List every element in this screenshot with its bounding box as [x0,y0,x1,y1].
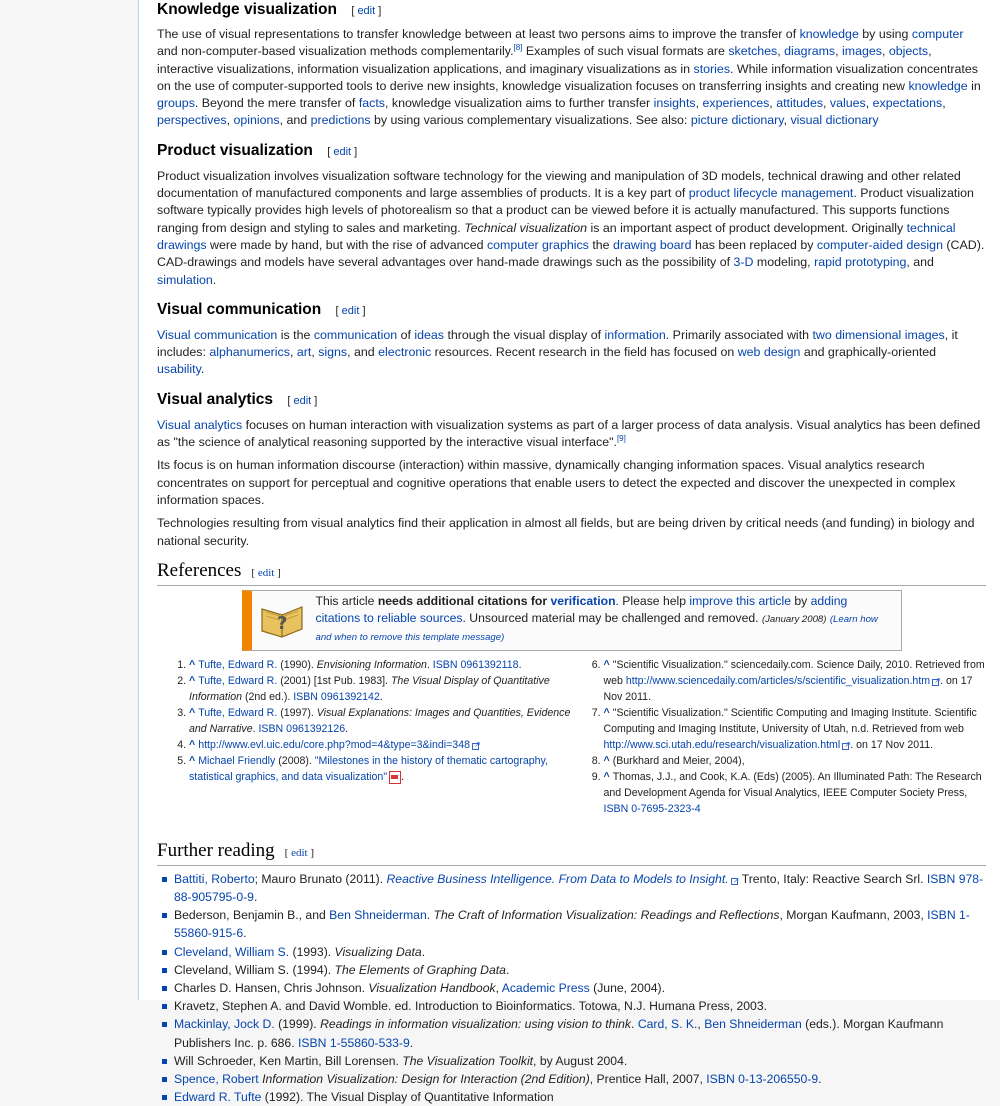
list-item: Will Schroeder, Ken Martin, Bill Lorensen. The Visualization Toolkit, by August 2004. [174,1052,986,1070]
backlink-caret[interactable]: ^ [189,658,196,671]
link-author[interactable]: Ben Shneiderman [329,908,427,923]
edit-section-link[interactable]: [ edit ] [251,566,281,579]
edit-link[interactable]: edit [357,5,376,17]
link-facts[interactable]: facts [358,96,385,111]
heading-text: Visual communication [157,300,322,318]
link-isbn-number[interactable]: 1-55860-533-9 [329,1035,410,1050]
heading-text: Product visualization [157,141,313,159]
link-author[interactable]: Battiti, Roberto [174,871,255,886]
list-item: Bederson, Benjamin B., and Ben Shneiderman. The Craft of Information Visualization: Readings and Reflections, Morgan Kaufmann, 2003, ISBN 1-55860-915-6. [174,906,986,942]
section-heading-visual-analytics [157,391,986,410]
edit-section-link[interactable]: [ edit ] [327,145,358,158]
reference-item: 8. ^ (Burkhard and Meier, 2004), [604,753,987,769]
link-external-url[interactable]: http://www.evl.uic.edu/core.php?mod=4&type=3&indi=348 [198,738,470,751]
heading-text: Visual analytics [157,390,274,408]
paragraph-visual-analytics-1: Visual analytics focuses on human interaction with visualization systems as part of a larger process of data analysis. Visual analytics has been defined as "the science of analytical reasoning supported by the interactive visual interface".[9] [157,417,981,450]
link-ideas[interactable]: ideas [414,327,444,342]
edit-link[interactable]: edit [333,145,352,158]
link-web-design[interactable]: web design [737,345,801,360]
link-alphanumerics[interactable]: alphanumerics [209,345,290,360]
link-information[interactable]: information [604,327,666,342]
link-predictions[interactable]: predictions [310,113,371,128]
section-heading-visual-communication [157,301,986,320]
backlink-caret[interactable]: ^ [603,770,610,783]
term-technical-visualization: Technical visualization [464,220,588,235]
list-item: Spence, Robert Information Visualization: Design for Interaction (2nd Edition), Prentice Hall, 2007, ISBN 0-13-206550-9. [174,1070,986,1088]
link-knowledge-2[interactable]: knowledge [908,78,968,93]
list-item: Edward R. Tufte (1992). The Visual Display of Quantitative Information [174,1088,986,1106]
link-product-lifecycle-management[interactable]: product lifecycle management [688,186,854,201]
backlink-caret[interactable]: ^ [189,738,196,751]
list-item: Cleveland, William S. (1993). Visualizing Data. [174,943,986,961]
link-author[interactable]: Ben Shneiderman [704,1017,802,1032]
link-computer-aided-design[interactable]: computer-aided design [816,237,943,252]
link-electronic[interactable]: electronic [378,345,432,360]
notice-text: This article needs additional citations for verification. Please help improve this article by adding citations to reliable sources. Unsourced material may be challenged and removed. (January 2008) (Learn how and when to remove this template message) [315,593,878,643]
link-knowledge[interactable]: knowledge [799,27,859,41]
link-expectations[interactable]: expectations [872,96,943,111]
list-item: Kravetz, Stephen A. and David Womble. ed. Introduction to Bioinformatics. Totowa, N.J. Humana Press, 2003. [174,997,986,1015]
edit-link[interactable]: edit [291,846,308,859]
heading-text: Further reading [157,839,275,861]
link-publisher[interactable]: Academic Press [501,981,590,996]
reference-column-left [157,657,572,817]
paragraph-visual-communication: Visual communication is the communication of ideas through the visual display of information. Primarily associated with two dimensional images, it includes: alphanumerics, art, signs, and electronic resources. Recent research in the field has focused on web design and graphically-oriented usability. [157,327,958,377]
link-external-url[interactable]: http://www.sci.utah.edu/research/visualization.html [603,738,841,751]
reference-item: 7. ^ "Scientific Visualization." Scientific Computing and Imaging Institute. Scientific Computing and Imaging Institute, University of Utah, n.d. Retrieved from web http://www.sci.utah.edu/research/visualization.html↗ . on 17 Nov 2011. [604,705,987,753]
link-isbn-number[interactable]: 0-13-206550-9 [738,1072,819,1087]
link-author[interactable]: Michael Friendly [198,754,276,767]
link-images[interactable]: images [842,44,882,59]
list-item: Charles D. Hansen, Chris Johnson. Visualization Handbook, Academic Press (June, 2004). [174,979,986,997]
link-visual-dictionary[interactable]: visual dictionary [790,113,879,128]
link-stories[interactable]: stories [693,61,731,76]
link-drawing-board[interactable]: drawing board [613,237,692,252]
link-isbn-number[interactable]: 978-88-905795-0-9 [174,871,984,905]
link-visual-analytics[interactable]: Visual analytics [157,417,243,432]
edit-section-link[interactable]: [ edit ] [351,5,382,17]
backlink-caret[interactable]: ^ [603,754,610,767]
question-book-icon [258,599,306,639]
link-isbn-number[interactable]: 0961392126 [286,722,346,735]
link-opinions[interactable]: opinions [233,113,280,128]
backlink-caret[interactable]: ^ [189,706,196,719]
list-item: Mackinlay, Jock D. (1999). Readings in information visualization: using vision to think. Card, S. K., Ben Shneiderman (eds.). Morgan Kaufmann Publishers Inc. p. 686. ISBN 1-55860-533-9. [174,1015,986,1051]
edit-link[interactable]: edit [257,566,275,579]
link-adding-citations[interactable]: adding citations to reliable sources [315,593,848,625]
link-author[interactable]: Edward R. Tufte [174,1090,262,1105]
link-improve-this-article[interactable]: improve this article [689,593,791,608]
link-isbn[interactable]: ISBN [927,908,956,923]
backlink-caret[interactable]: ^ [603,706,610,719]
link-author[interactable]: Cleveland, William S. [174,944,290,959]
link-isbn-number[interactable]: 0961392142 [320,690,380,703]
reference-list [157,657,986,817]
link-isbn-number[interactable]: 1-55860-915-6 [174,908,970,941]
link-simulation[interactable]: simulation [157,272,213,287]
link-art[interactable]: art [296,345,312,360]
backlink-caret[interactable]: ^ [189,674,196,687]
link-perspectives[interactable]: perspectives [157,113,227,128]
cite-9[interactable]: [9] [616,433,626,443]
reference-item: 3. ^ Tufte, Edward R. (1997). Visual Explanations: Images and Quantities, Evidence and Narrative. ISBN 0961392126. [189,705,572,737]
link-title[interactable]: Reactive Business Intelligence. From Data to Models to Insight. [386,871,729,886]
link-technical-drawings[interactable]: technical drawings [157,220,956,252]
link-isbn[interactable]: ISBN [432,658,458,671]
link-external-url[interactable]: http://www.sciencedaily.com/articles/s/scientific_visualization.htm [625,674,931,687]
paragraph-visual-analytics-3: Technologies resulting from visual analytics find their application in almost all fields, but are being driven by critical needs (and funding) in biology and national security. [157,516,975,548]
link-values[interactable]: values [829,96,866,111]
reference-item [189,737,572,753]
link-attitudes[interactable]: attitudes [776,96,824,111]
heading-text: Knowledge visualization [157,1,337,18]
link-objects[interactable]: objects [888,44,929,59]
link-communication[interactable]: communication [313,327,398,342]
reference-item: 2. ^ Tufte, Edward R. (2001) [1st Pub. 1983]. The Visual Display of Quantitative Information (2nd ed.). ISBN 0961392142. [189,673,572,705]
heading-text: References [157,559,242,581]
svg-text:?: ? [276,613,287,635]
link-diagrams[interactable]: diagrams [784,44,836,59]
reference-item: 6. ^ "Scientific Visualization." sciencedaily.com. Science Daily, 2010. Retrieved from web http://www.sciencedaily.com/articles/s/scientific_visualization.htm↗ . on 17 Nov 2011. [604,657,987,705]
edit-link[interactable]: edit [293,394,312,407]
link-author[interactable]: Tufte, Edward R. [198,706,278,719]
link-author[interactable]: Card, S. K. [637,1017,698,1032]
reference-item: 1. ^ Tufte, Edward R. (1990). Envisioning Information. ISBN 0961392118. [189,657,572,673]
link-isbn-number[interactable]: 0961392118 [460,658,519,671]
notice-date: (January 2008) [761,613,827,625]
link-3d[interactable]: 3-D [733,255,754,270]
edit-section-link[interactable]: [ edit ] [287,394,318,407]
edit-section-link[interactable]: [ edit ] [284,846,314,859]
paragraph-knowledge-visualization: The use of visual representations to transfer knowledge between at least two persons aims to improve the transfer of knowledge by using computer and non-computer-based visualization methods complementarily.[8] Examples of such visual formats are sketches, diagrams, images, objects, interactive visualizations, information visualization applications, and imaginary visualizations as in stories. While information visualization concentrates on the use of computer-supported tools to derive new insights, knowledge visualization focuses on transferring insights and creating new knowledge in groups. Beyond the mere transfer of facts, knowledge visualization aims to further transfer insights, experiences, attitudes, values, expectations, perspectives, opinions, and predictions by using various complementary visualizations. See also: picture dictionary, visual dictionary [157,27,981,128]
article-content [138,0,1000,1105]
link-isbn[interactable]: ISBN [258,722,284,735]
link-isbn[interactable]: ISBN [926,871,956,886]
section-heading-knowledge-visualization [157,1,986,20]
external-link-icon [842,741,850,749]
link-isbn-number[interactable]: 0-7695-2323-4 [631,802,701,815]
link-author[interactable]: Tufte, Edward R. [198,674,278,687]
external-link-icon [731,876,739,884]
section-heading-product-visualization [157,142,986,161]
list-item: Battiti, Roberto; Mauro Brunato (2011). Reactive Business Intelligence. From Data to Models to Insight.↗ Trento, Italy: Reactive Search Srl. ISBN 978-88-905795-0-9. [174,870,986,906]
link-usability[interactable]: usability [157,362,201,377]
reference-column-right [572,657,987,817]
link-insights[interactable]: insights [653,96,696,111]
link-experiences[interactable]: experiences [702,96,770,111]
reference-item: 9. ^ Thomas, J.J., and Cook, K.A. (Eds) (2005). An Illuminated Path: The Research and Development Agenda for Visual Analytics, IEEE Computer Society Press, ISBN 0-7695-2323-4 [604,769,987,817]
further-reading-list [157,870,986,1106]
link-computer[interactable]: computer [911,27,964,41]
pdf-icon [389,771,401,784]
section-heading-further-reading [157,839,986,866]
external-link-icon [932,677,940,685]
link-isbn[interactable]: ISBN [297,1035,327,1050]
citation-needed-notice [242,590,902,651]
link-isbn[interactable]: ISBN [706,1072,735,1087]
link-groups[interactable]: groups [157,96,195,111]
edit-section-link[interactable]: [ edit ] [335,304,366,317]
backlink-caret[interactable]: ^ [189,754,196,767]
link-milestones-pdf[interactable]: "Milestones in the history of thematic cartography, statistical graphics, and data visualization" [189,754,548,783]
list-item: Cleveland, William S. (1994). The Elements of Graphing Data. [174,961,986,979]
link-verification[interactable]: verification [550,593,616,608]
link-isbn[interactable]: ISBN [603,802,629,815]
cite-8[interactable]: [8] [513,43,523,53]
external-link-icon [472,741,480,749]
reference-item: 5. ^ Michael Friendly (2008). "Milestones in the history of thematic cartography, statistical graphics, and data visualization" . [189,753,572,785]
link-visual-communication[interactable]: Visual communication [157,327,278,342]
backlink-caret[interactable]: ^ [603,658,610,671]
edit-link[interactable]: edit [341,304,360,317]
link-author[interactable]: Spence, Robert [174,1072,259,1087]
paragraph-product-visualization: Product visualization involves visualization software technology for the viewing and manipulation of 3D models, technical drawing and other related documentation of manufactured components and large assemblies of products. It is a key part of product lifecycle management. Product visualization software typically provides high levels of photorealism so that a product can be viewed before it is actually manufactured. This supports functions ranging from design and styling to sales and marketing. Technical visualization is an important aspect of product development. Originally technical drawings were made by hand, but with the rise of advanced computer graphics the drawing board has been replaced by computer-aided design (CAD). CAD-drawings and models have several advantages over hand-made drawings such as the possibility of 3-D modeling, rapid prototyping, and simulation. [157,168,985,287]
link-rapid-prototyping[interactable]: rapid prototyping [814,255,907,270]
section-heading-references [157,559,986,586]
link-sketches[interactable]: sketches [728,44,778,59]
link-learn-remove[interactable]: (Learn how and when to remove this template message) [315,613,878,643]
paragraph-visual-analytics-2: Its focus is on human information discourse (interaction) within massive, dynamically changing information spaces. Visual analytics research concentrates on support for perceptual and cognitive operations that enable users to detect the expected and discover the unexpected in complex information spaces. [157,458,956,507]
link-author[interactable]: Mackinlay, Jock D. [174,1017,275,1032]
link-picture-dictionary[interactable]: picture dictionary [690,113,784,128]
link-author[interactable]: Tufte, Edward R. [198,658,278,671]
link-two-dimensional-images[interactable]: two dimensional images [812,327,945,342]
link-computer-graphics[interactable]: computer graphics [486,237,589,252]
link-signs[interactable]: signs [318,345,348,360]
link-isbn[interactable]: ISBN [293,690,318,703]
